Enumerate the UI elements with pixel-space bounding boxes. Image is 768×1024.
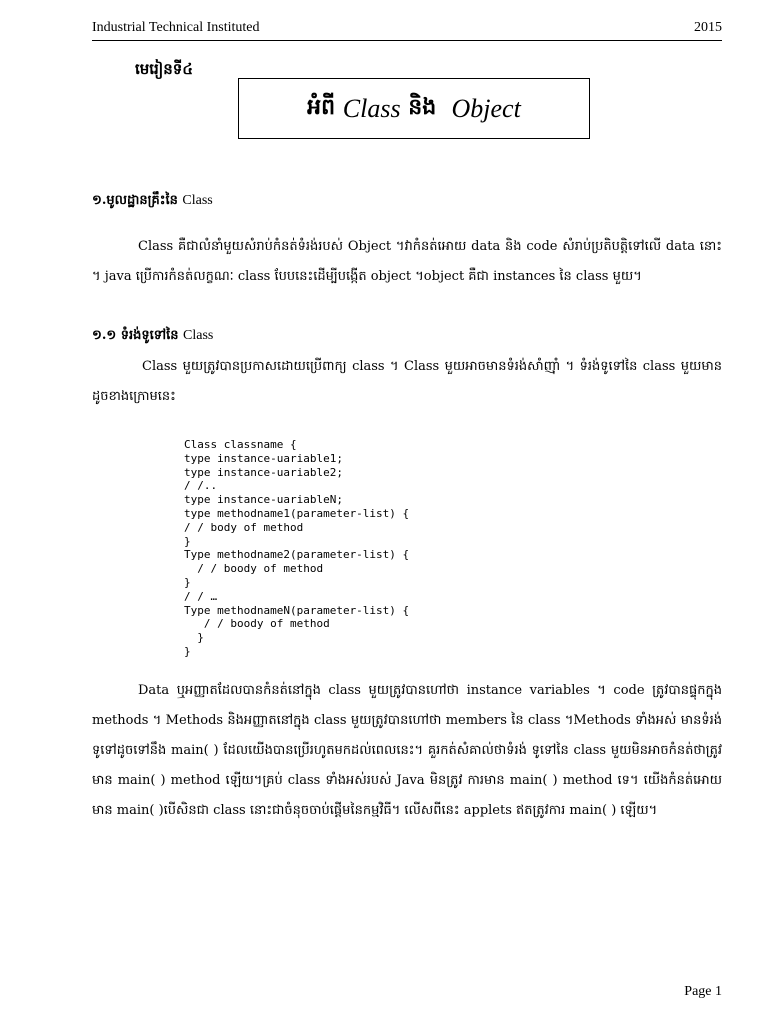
code-line: / / … (184, 589, 218, 603)
code-line: / / body of method (184, 520, 304, 534)
section1-heading-en: Class (182, 193, 213, 208)
code-line: Type methodname2(parameter-list) { (184, 548, 410, 562)
section1-1-heading-en: Class (183, 328, 214, 343)
section1-heading (92, 192, 213, 211)
section1-1-paragraph: Class មួយត្រូវបានប្រកាសដោយប្រើពាក្យ class ។ Class មួយអាចមានទំរង់សាំញ៉ាំ ។ ទំរង់ទូទៅនៃ class មួយមានដូចខាងក្រោមនេះ (92, 359, 722, 404)
code-line: / /.. (184, 479, 218, 493)
section1-1-heading (92, 327, 213, 346)
section1-paragraph: Class គឺជាលំនាំមួយសំរាប់កំនត់ទំរង់របស់ Object ។វាកំនត់អោយ data និង code សំរាប់ប្រតិបត្តិទៅលើ data នោះ ។ java ប្រើការកំនត់លក្ខណៈ class បែបនេះដើម្បីបង្កើត object ។object គឺជា instances នៃ class មួយ។ (92, 239, 722, 284)
section2-paragraph: Data ឬអញ្ញាតដែលបានកំនត់នៅក្នុង class មួយត្រូវបានហៅថា instance variables ។ code ត្រូវបានផ្ទុកក្នុង methods ។ Methods និងអញ្ញាតនៅក្នុង class មួយត្រូវបានហៅថា members នៃ class ។Methods ទាំងអស់ មានទំរង់ទូទៅដូចទៅនឹង main( ) ដែលយើងបានប្រើរហូតមកដល់ពេលនេះ។ គួរកត់សំគាល់ថាទំរង់ ទូទៅនៃ class មួយមិនអាចកំនត់ថាត្រូវមាន main( ) method ឡើយ។គ្រប់ class ទាំងអស់របស់ Java មិនត្រូវ ការមាន main( ) method ទេ។ យើងកំនត់អោយមាន main( )បើសិនជា class នោះជាចំនុចចាប់ផ្ដើមនៃកម្មវិធី។ លើសពីនេះ applets ឥតត្រូវការ main( ) ឡើយ។ (92, 683, 722, 818)
code-line: } (184, 631, 204, 645)
code-line: type instance-uariableN; (184, 493, 343, 507)
page-header (92, 20, 722, 41)
title-class: Class (342, 93, 401, 123)
institute-name: Industrial Technical Instituted (92, 20, 260, 35)
lesson-label: មេរៀនទី៤ (135, 60, 193, 78)
code-line: / / boody of method (184, 562, 324, 576)
code-line: } (184, 575, 191, 589)
code-line: } (184, 534, 191, 548)
title-conj: និង (408, 93, 437, 120)
code-line: type methodname1(parameter-list) { (184, 506, 410, 520)
code-line: type instance-uariable2; (184, 465, 343, 479)
code-line: } (184, 644, 191, 658)
section1-heading-kh: ១.មូលដ្ឋានគ្រឹះនៃ (92, 193, 178, 208)
page-number: Page 1 (684, 984, 722, 999)
code-line: type instance-uariable1; (184, 451, 343, 465)
header-year: 2015 (694, 20, 722, 35)
code-line: / / boody of method (184, 617, 330, 631)
section1-1-heading-kh: ១.១ ទំរង់ទូទៅនៃ (92, 328, 179, 343)
code-block (184, 438, 409, 659)
code-line: Class classname { (184, 438, 297, 451)
code-line: Type methodnameN(parameter-list) { (184, 603, 410, 617)
title-box (238, 78, 590, 139)
title-object: Object (451, 93, 521, 123)
title-prefix: អំពី (307, 93, 336, 120)
